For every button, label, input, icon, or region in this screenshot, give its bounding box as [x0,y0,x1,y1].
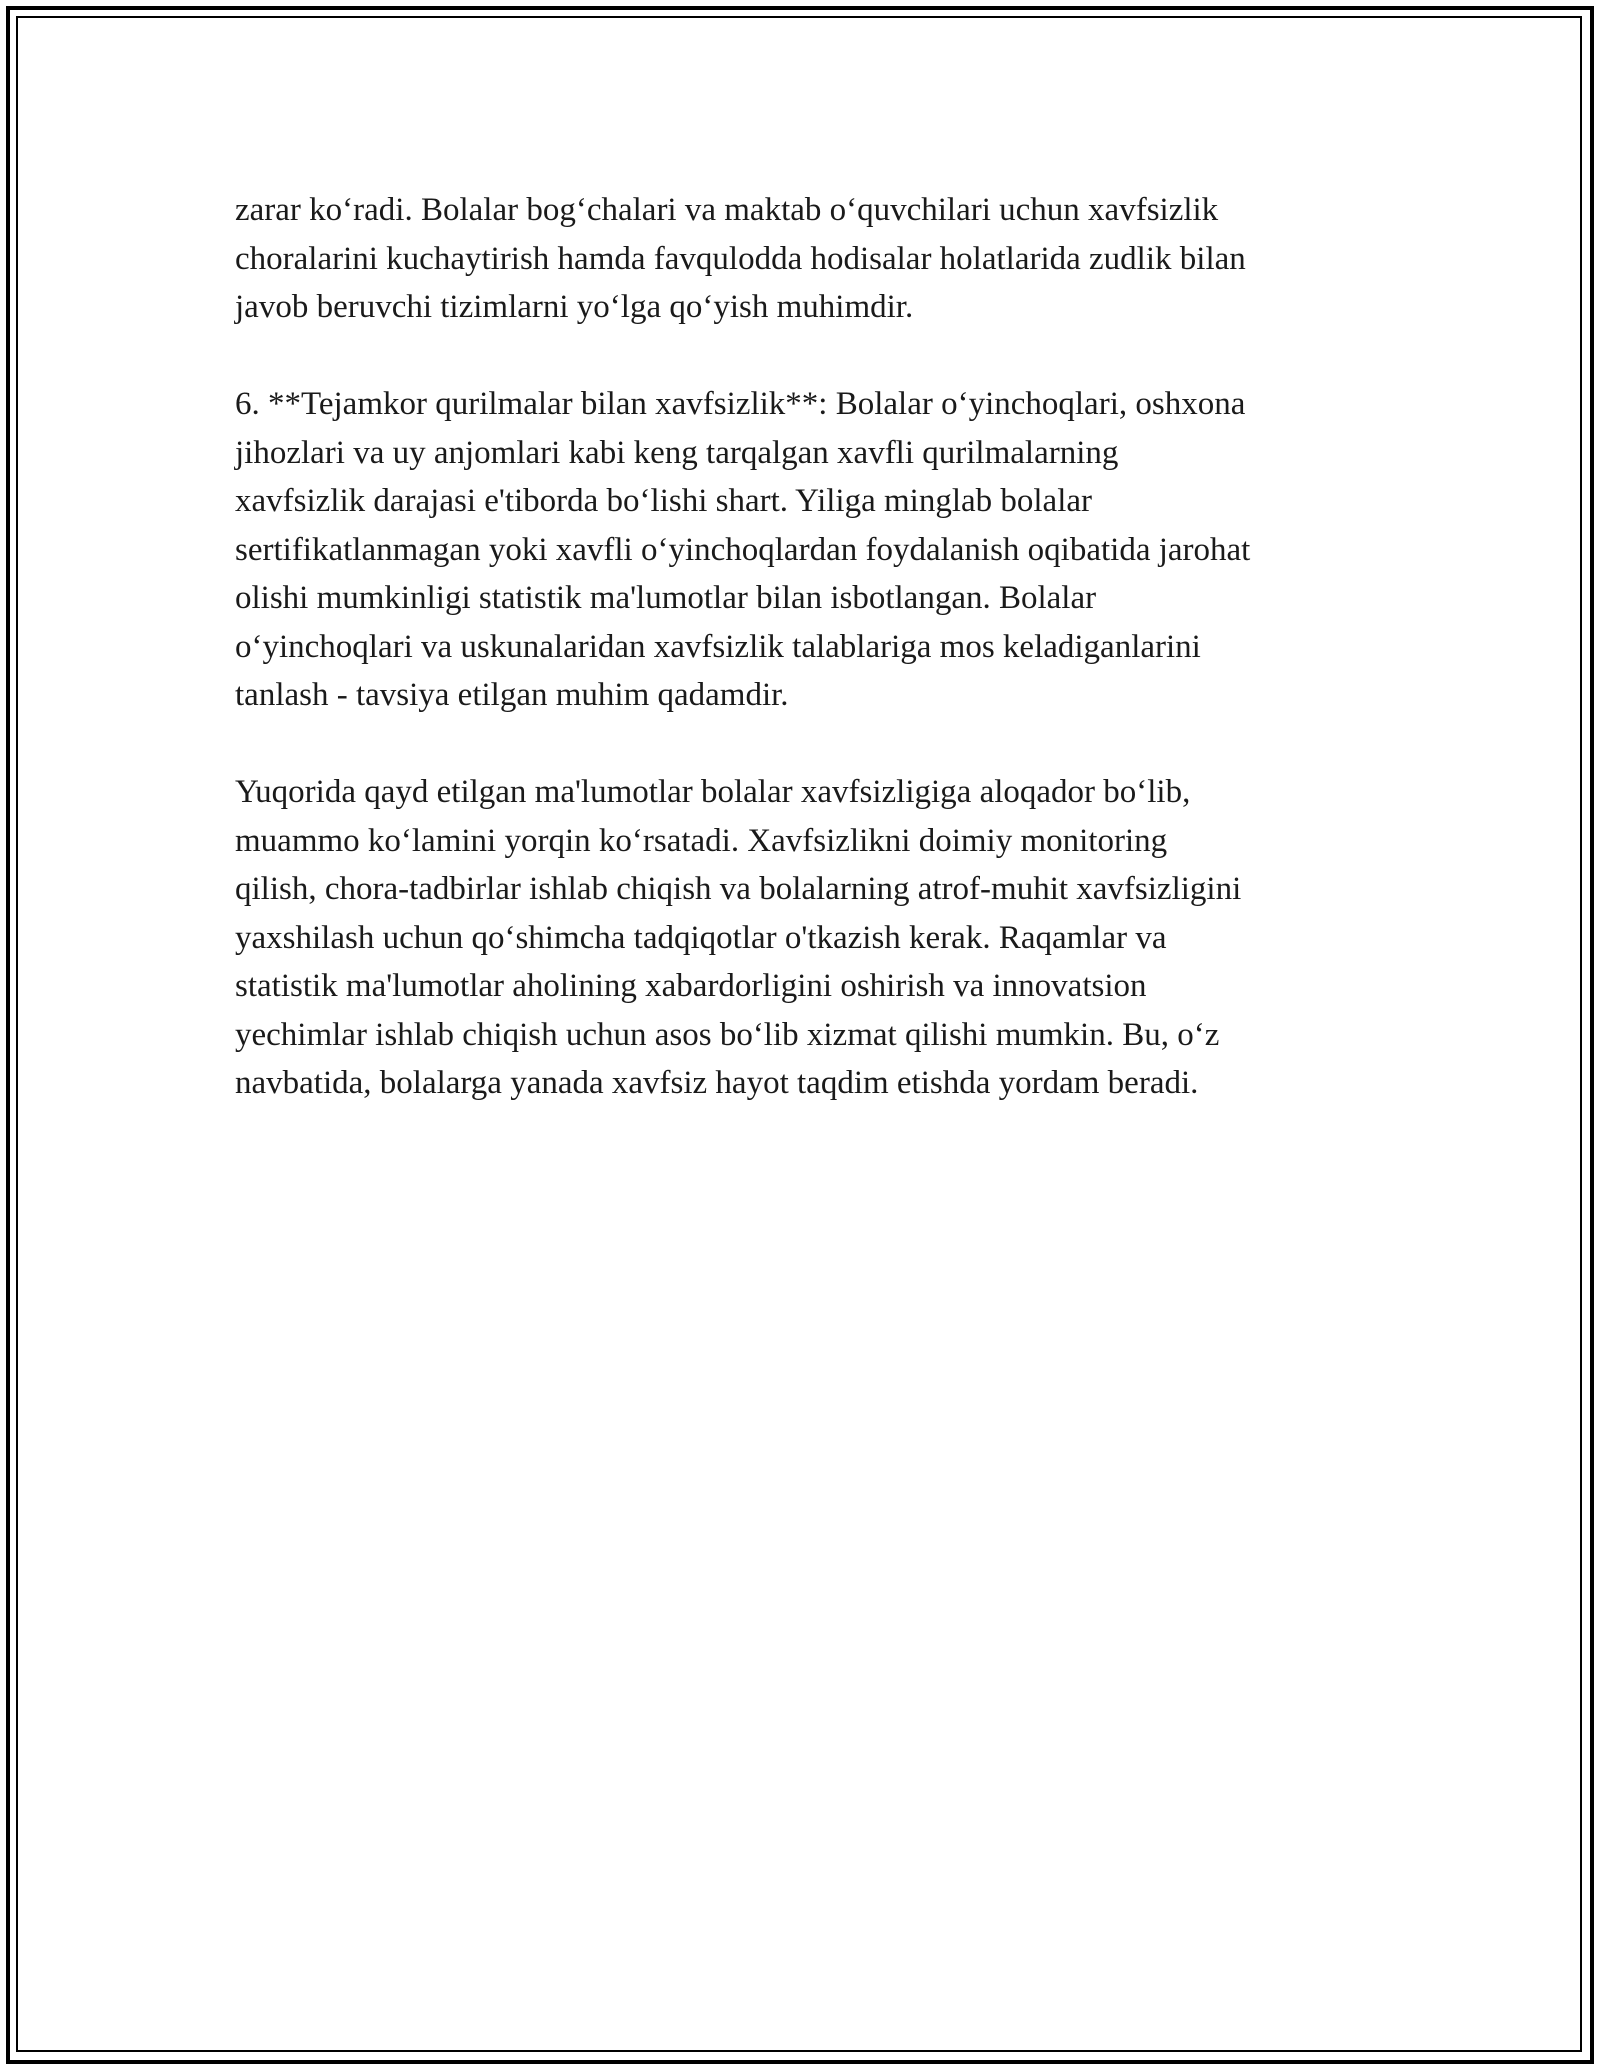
paragraph-conclusion: Yuqorida qayd etilgan ma'lumotlar bolalar xavfsizligiga aloqador bo‘lib, muammo ko‘lamini yorqin ko‘rsatadi. Xavfsizlikni doimiy monitoring qilish, chora-tadbirlar ishlab chiqish va bolalarning atrof-muhit xavfsizligini yaxshilash uchun qo‘shimcha tadqiqotlar o'tkazish kerak. Raqamlar va statistik ma'lumotlar aholining xabardorligini oshirish va innovatsion yechimlar ishlab chiqish uchun asos bo‘lib xizmat qilishi mumkin. Bu, o‘z navbatida, bolalarga yanada xavfsiz hayot taqdim etishda yordam beradi. [235,774,1242,1101]
document-body [235,186,1395,1156]
paragraph-child-safety-measures: zarar ko‘radi. Bolalar bog‘chalari va maktab o‘quvchilari uchun xavfsizlik choralarini kuchaytirish hamda favqulodda hodisalar holatlarida zudlik bilan javob beruvchi tizimlarni yo‘lga qo‘yish muhimdir. [235,192,1246,325]
paragraph-device-safety: 6. **Tejamkor qurilmalar bilan xavfsizlik**: Bolalar o‘yinchoqlari, oshxona jihozlari va uy anjomlari kabi keng tarqalgan xavfli qurilmalarning xavfsizlik darajasi e'tiborda bo‘lishi shart. Yiliga minglab bolalar sertifikatlanmagan yoki xavfli o‘yinchoqlardan foydalanish oqibatida jarohat olishi mumkinligi statistik ma'lumotlar bilan isbotlangan. Bolalar o‘yinchoqlari va uskunalaridan xavfsizlik talablariga mos keladiganlarini tanlash - tavsiya etilgan muhim qadamdir. [235,386,1251,713]
